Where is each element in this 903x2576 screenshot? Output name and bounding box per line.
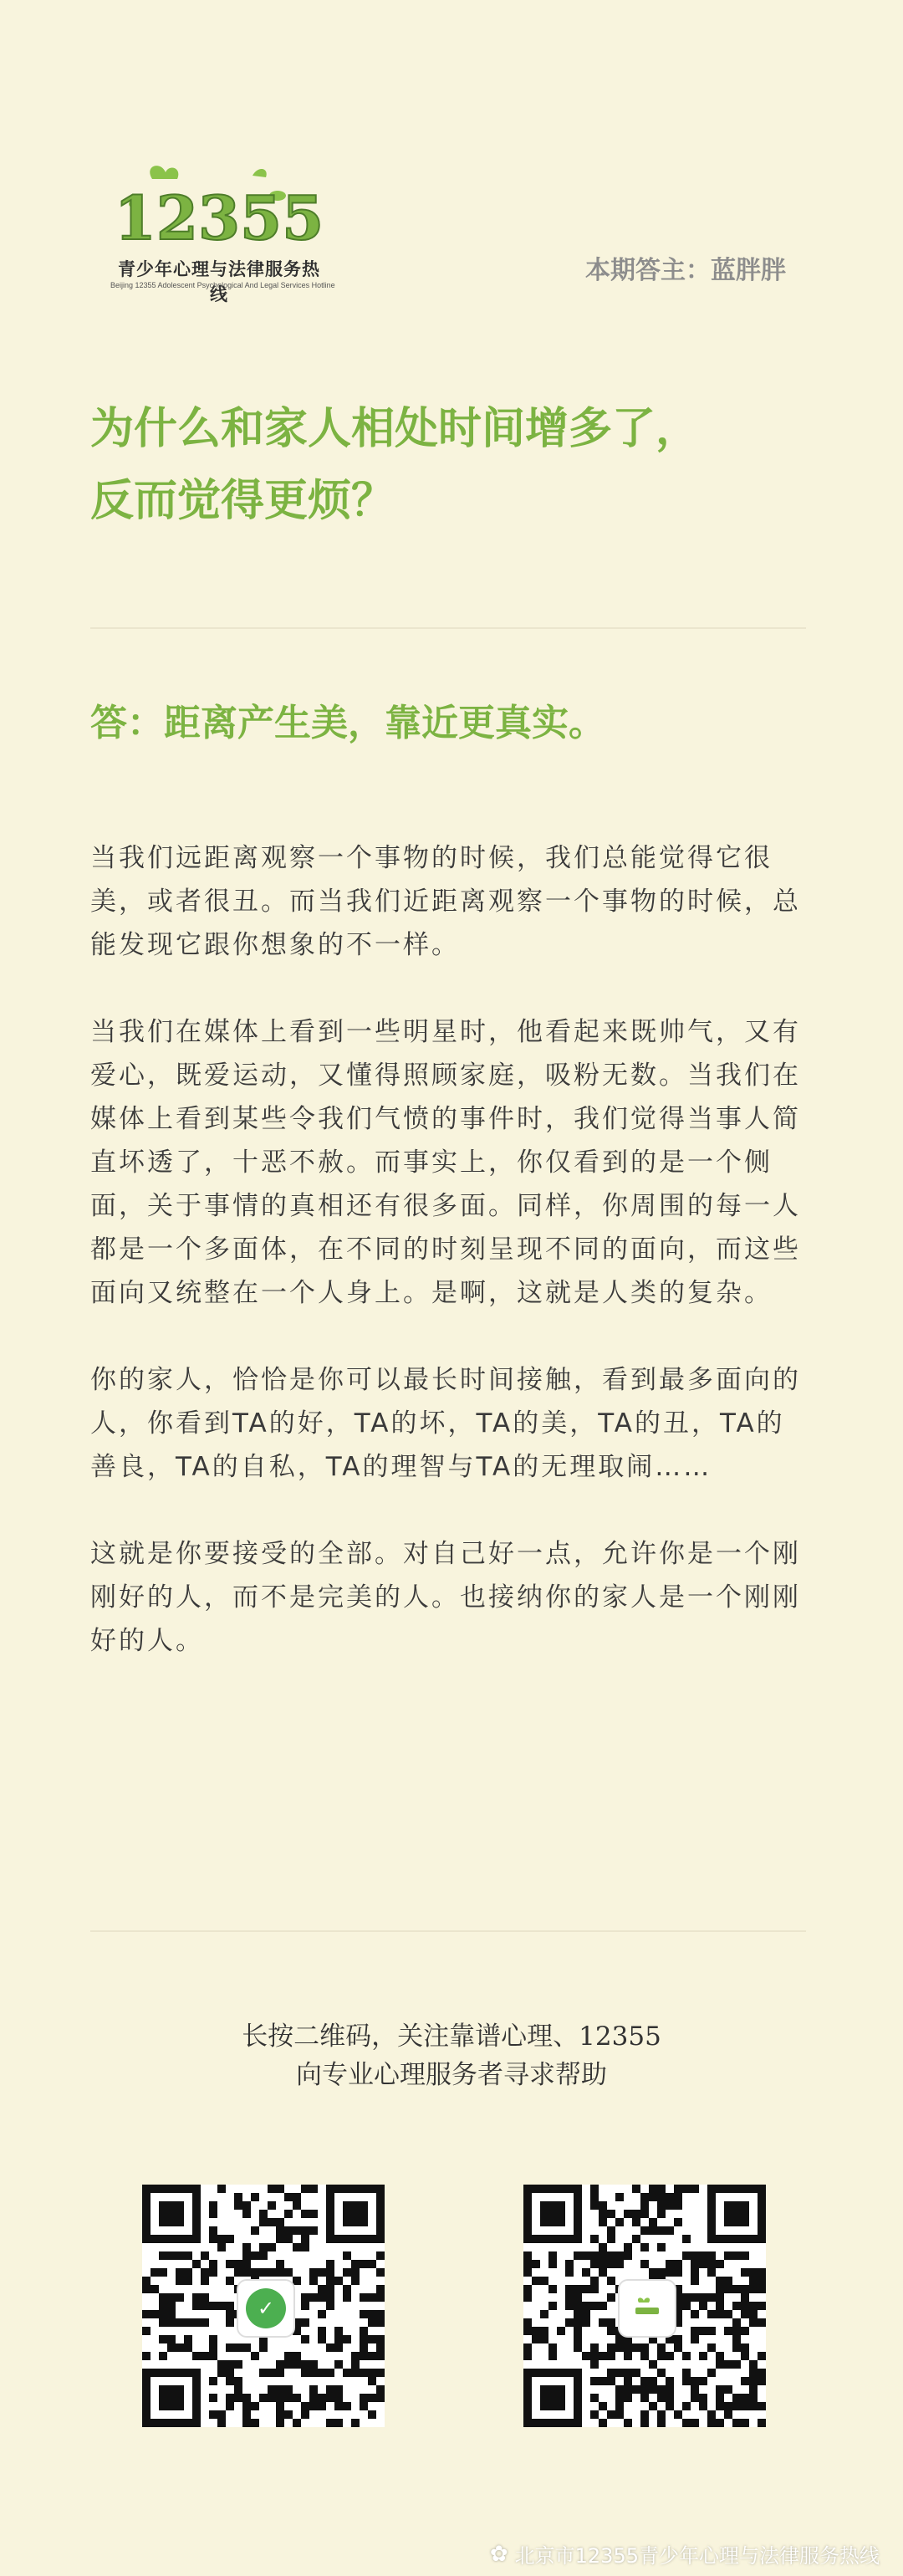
- question-title: [90, 393, 826, 537]
- logo-cn-name: 青少年心理与法律服务热线: [118, 259, 320, 304]
- mini-logo-icon: [627, 2288, 667, 2328]
- paragraph: 你的家人，恰恰是你可以最长时间接触，看到最多面向的人，你看到TA的好，TA的坏，TA的美，TA的丑，TA的善良，TA的自私，TA的理智与TA的无理取闹……: [90, 1365, 801, 1482]
- divider: [90, 627, 806, 629]
- watermark-text: 北京市12355青少年心理与法律服务热线: [514, 2544, 880, 2568]
- qr-code-12355[interactable]: [523, 2185, 766, 2427]
- qr-center-logo: [238, 2281, 293, 2336]
- hotline-logo: [110, 162, 335, 304]
- title-line-1: 为什么和家人相处时间增多了，: [90, 404, 700, 454]
- wechat-icon: ✓: [246, 2288, 286, 2328]
- divider: [90, 1930, 806, 1932]
- qr-center-logo: [620, 2281, 675, 2336]
- paragraph: 当我们在媒体上看到一些明星时，他看起来既帅气，又有爱心，既爱运动，又懂得照顾家庭，吸粉无数。当我们在媒体上看到某些令我们气愤的事件时，我们觉得当事人简直坏透了，十恶不赦。而事实上，你仅看到的是一个侧面，关于事情的真相还有很多面。同样，你周围的每一人都是一个多面体，在不同的时刻呈现不同的面向，而这些面向又统整在一个人身上。是啊，这就是人类的复杂。: [90, 1017, 801, 1308]
- answerer-label: 本期答主：蓝胖胖: [585, 256, 786, 285]
- logo-number: 12355: [114, 182, 324, 253]
- cta-line-2: 向专业心理服务者寻求帮助: [296, 2060, 607, 2090]
- paragraph: 这就是你要接受的全部。对自己好一点，允许你是一个刚刚好的人，而不是完美的人。也接纳你的家人是一个刚刚好的人。: [90, 1539, 801, 1656]
- answer-heading: 答：距离产生美，靠近更真实。: [90, 702, 605, 744]
- logo-graphic: [110, 162, 328, 256]
- article-body: [90, 836, 801, 1706]
- paragraph: 当我们远距离观察一个事物的时候，我们总能觉得它很美，或者很丑。而当我们近距离观察一个事物的时候，总能发现它跟你想象的不一样。: [90, 843, 801, 960]
- qr-code-wechat[interactable]: [142, 2185, 385, 2427]
- logo-en-name: Beijing 12355 Adolescent Psychological And Legal Services Hotline: [110, 281, 335, 289]
- wechat-icon: ✿: [489, 2541, 508, 2567]
- source-watermark: [490, 2539, 880, 2568]
- cta-line-1: 长按二维码，关注靠谱心理、12355: [242, 2021, 661, 2052]
- title-line-2: 反而觉得更烦？: [90, 476, 395, 526]
- qr-call-to-action: [0, 2017, 903, 2094]
